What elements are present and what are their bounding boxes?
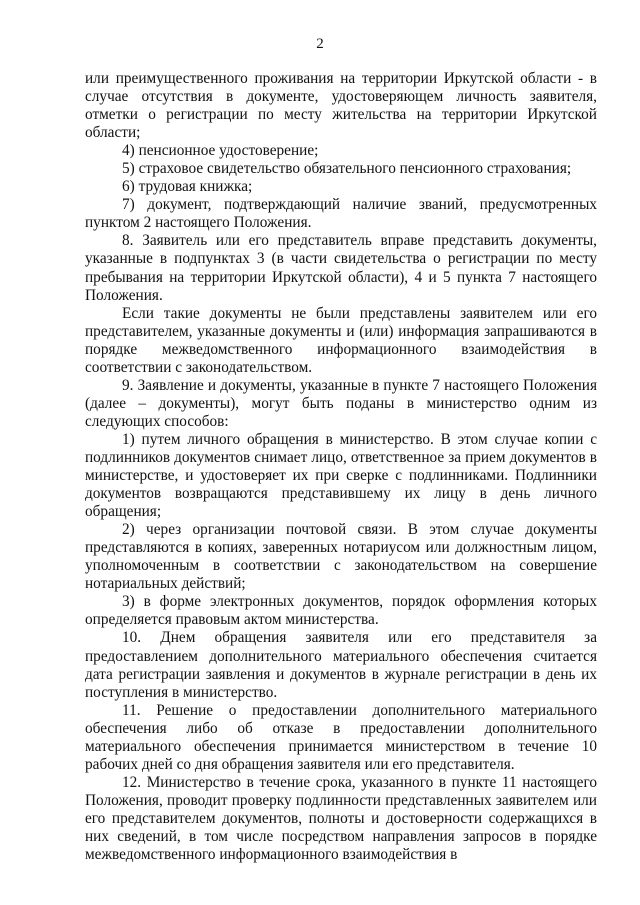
clause-11: 11. Решение о предоставлении дополнительного материального обеспечения либо об отказе в предоставлении дополнительного материального обеспечения принимается министерством в течение 10 рабочих дней со дня обращения заявителя или его представителя. bbox=[85, 701, 597, 773]
list-item-titles-document: 7) документ, подтверждающий наличие званий, предусмотренных пунктом 2 настоящего Положения. bbox=[85, 196, 597, 232]
page-number: 2 bbox=[316, 36, 324, 52]
clause-9: 9. Заявление и документы, указанные в пункте 7 настоящего Положения (далее – документы), могут быть поданы в министерство одним из следующих способов: bbox=[85, 376, 597, 430]
list-item-pension-certificate: 4) пенсионное удостоверение; bbox=[122, 142, 319, 160]
clause-10: 10. Днем обращения заявителя или его представителя за предоставлением дополнительного материального обеспечения считается дата регистрации заявления и документов в журнале регистрации в день их поступления в министерство. bbox=[85, 629, 597, 701]
clause-9-method-1: 1) путем личного обращения в министерство. В этом случае копии с подлинников документов снимает лицо, ответственное за прием документов в министерстве, и удостоверяет их при сверке с подлинниками. Подлинники документов возвращаются представившему их лицу в день личного обращения; bbox=[85, 430, 597, 521]
clause-8-interagency: Если такие документы не были представлены заявителем или его представителем, указанные документы и (или) информация запрашиваются в порядке межведомственного информационного взаимодействия в соответствии с законодательством. bbox=[85, 304, 597, 376]
list-item-work-book: 6) трудовая книжка; bbox=[122, 178, 253, 196]
paragraph-continuation: или преимущественного проживания на территории Иркутской области - в случае отсутствия в документе, удостоверяющем личность заявителя, отметки о регистрации по месту жительства на территории Иркутской области; bbox=[85, 70, 597, 142]
clause-9-method-3: 3) в форме электронных документов, порядок оформления которых определяется правовым актом министерства. bbox=[85, 593, 597, 629]
clause-9-method-2: 2) через организации почтовой связи. В этом случае документы представляются в копиях, заверенных нотариусом или должностным лицом, уполномоченным в соответствии с законодательством на совершение нотариальных действий; bbox=[85, 521, 597, 593]
document-body bbox=[85, 70, 597, 864]
list-item-insurance-certificate: 5) страховое свидетельство обязательного пенсионного страхования; bbox=[122, 160, 572, 178]
clause-12: 12. Министерство в течение срока, указанного в пункте 11 настоящего Положения, проводит проверку подлинности представленных заявителем или его представителем документов, полноты и достоверности содержащихся в них сведений, в том числе посредством направления запросов в порядке межведомственного информационного взаимодействия в bbox=[85, 773, 597, 864]
clause-8: 8. Заявитель или его представитель вправе представить документы, указанные в подпунктах 3 (в части свидетельства о регистрации по месту пребывания на территории Иркутской области), 4 и 5 пункта 7 настоящего Положения. bbox=[85, 232, 597, 304]
